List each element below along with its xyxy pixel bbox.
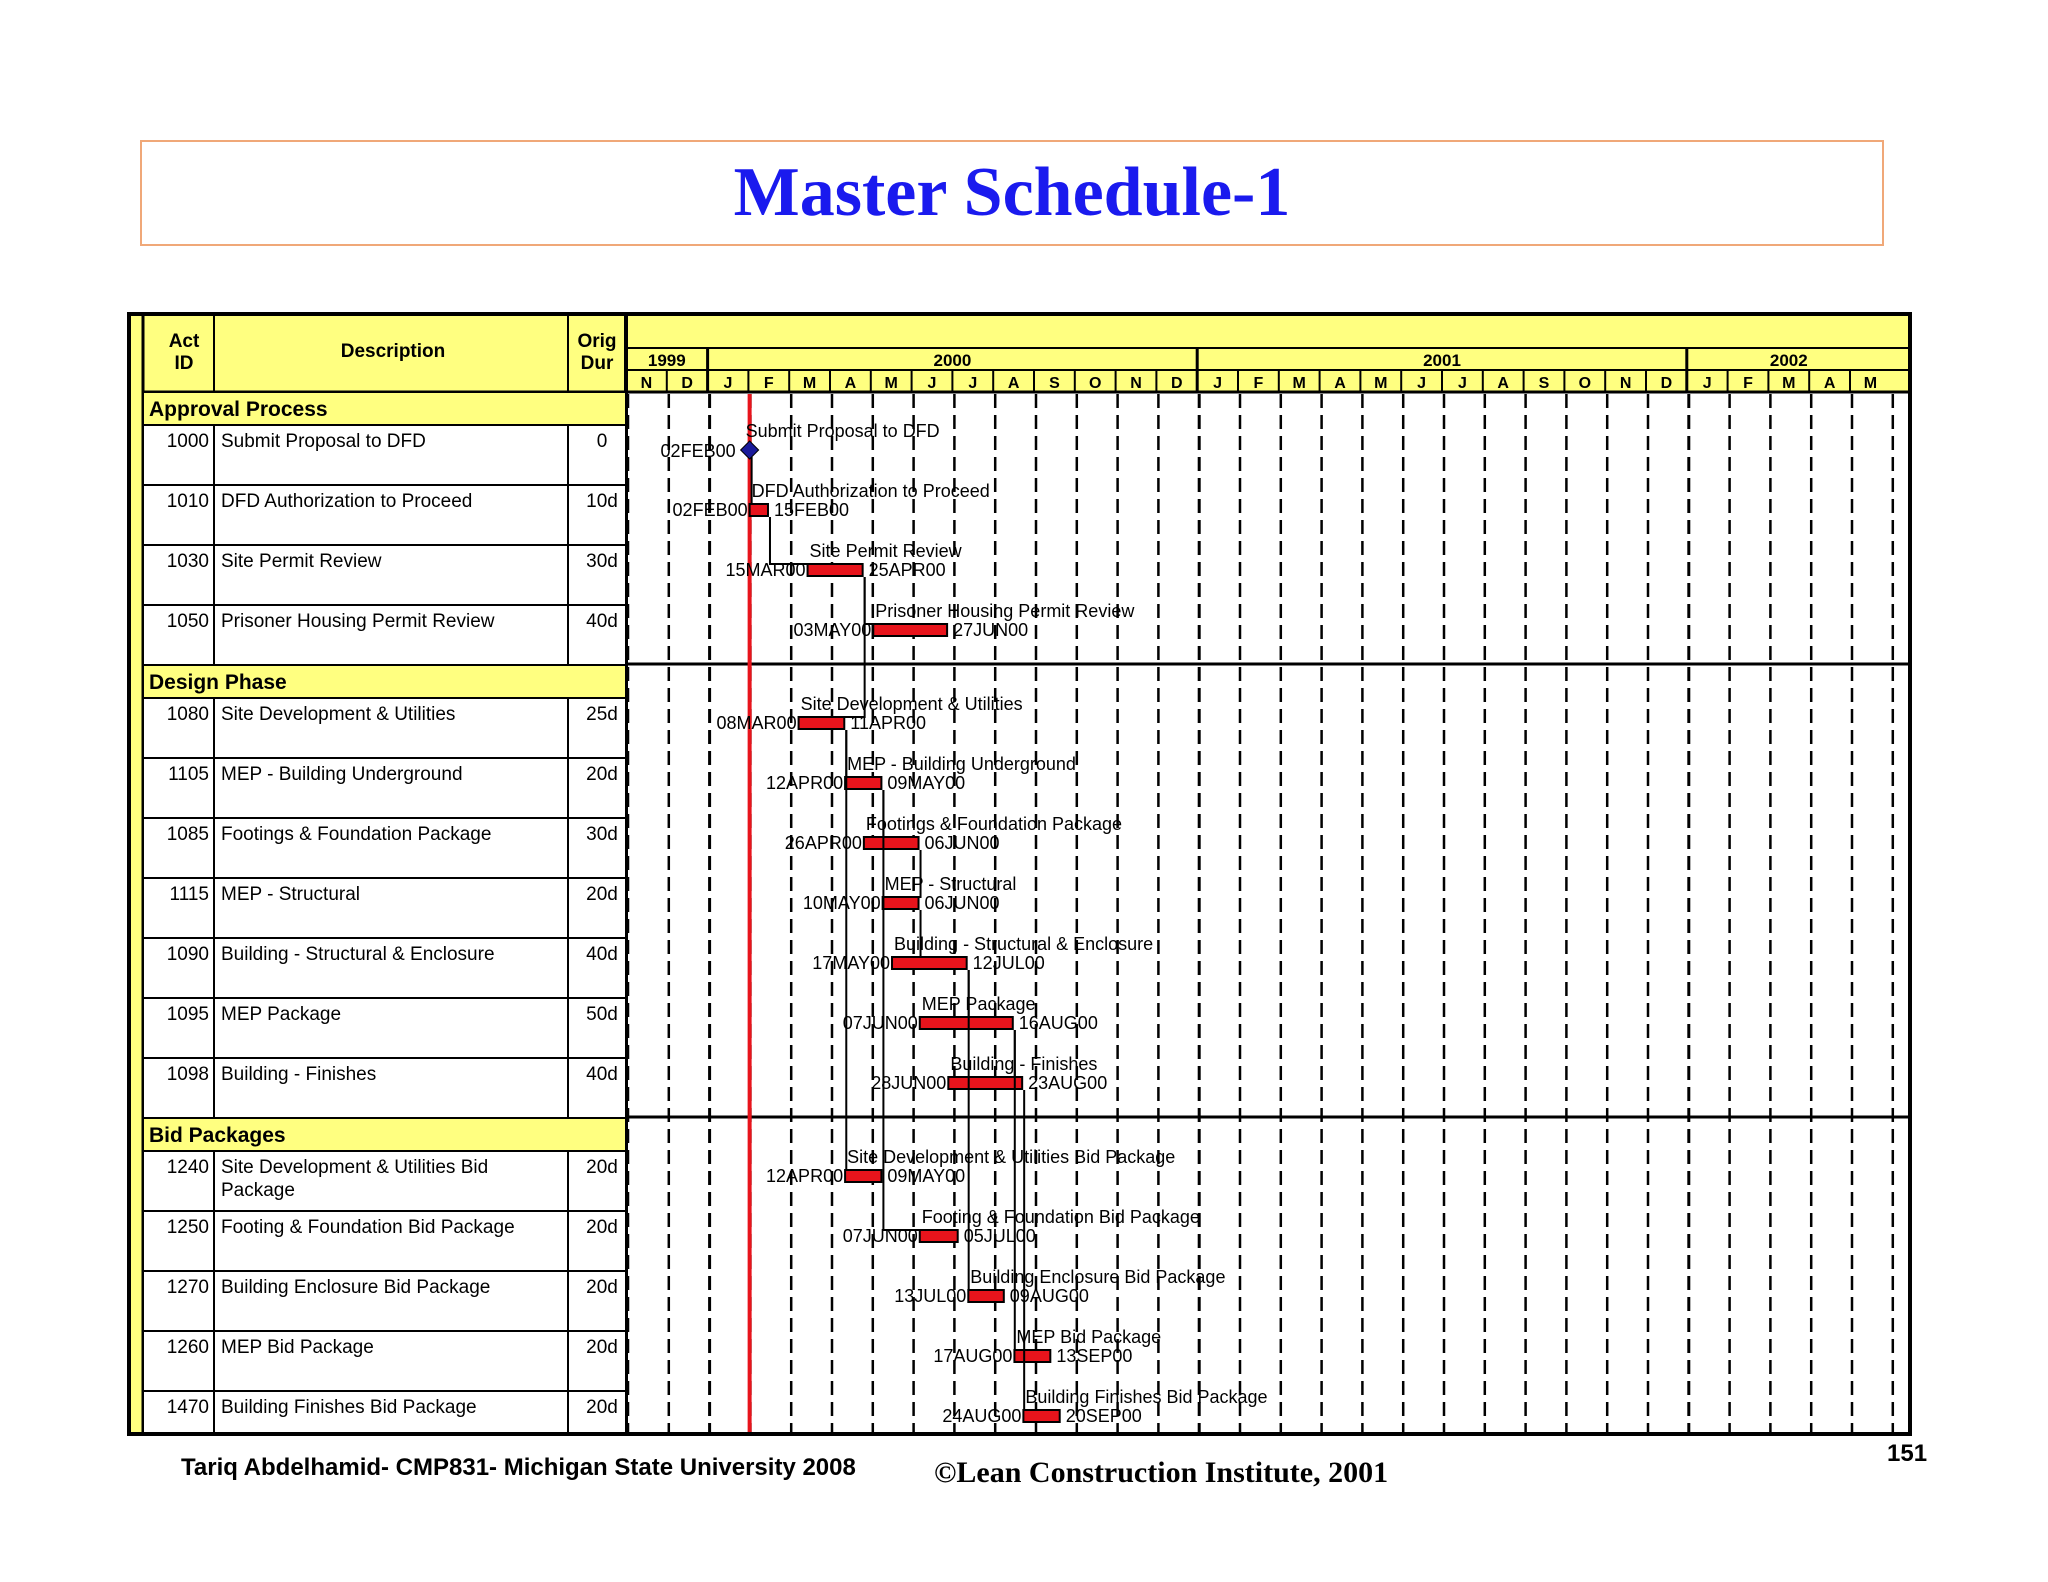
activity-description: Site Permit Review xyxy=(221,551,382,572)
bar-start-date: 28JUN00 xyxy=(871,1073,947,1093)
bar-finish-date: 20SEP00 xyxy=(1065,1406,1142,1426)
month-label: D xyxy=(1660,375,1673,392)
bar-finish-date: 09MAY00 xyxy=(887,773,966,793)
month-label: J xyxy=(1417,375,1427,392)
activity-id: 1240 xyxy=(166,1157,209,1178)
activity-bar xyxy=(873,624,947,636)
activity-bar xyxy=(1014,1350,1050,1362)
activity-duration: 20d xyxy=(586,1337,618,1358)
month-label: F xyxy=(1253,375,1264,392)
activity-description: Building - Structural & Enclosure xyxy=(221,944,495,965)
header-description: Description xyxy=(340,341,446,362)
activity-bar xyxy=(920,1017,1013,1029)
activity-duration: 50d xyxy=(586,1004,618,1025)
activity-row xyxy=(143,1331,626,1391)
bar-activity-label: Footing & Foundation Bid Package xyxy=(921,1207,1200,1227)
activity-duration: 20d xyxy=(586,1397,618,1418)
bar-start-date: 10MAY00 xyxy=(802,893,881,913)
month-label: N xyxy=(1130,375,1142,392)
bar-start-date: 02FEB00 xyxy=(672,500,748,520)
bar-start-date: 15MAR00 xyxy=(725,560,806,580)
activity-description: Package xyxy=(221,1180,295,1201)
activity-id: 1030 xyxy=(166,551,209,572)
activity-bar xyxy=(845,777,881,789)
bar-finish-date: 23AUG00 xyxy=(1028,1073,1108,1093)
activity-description: Prisoner Housing Permit Review xyxy=(221,611,495,632)
activity-id: 1080 xyxy=(166,704,209,725)
activity-duration: 30d xyxy=(586,551,618,572)
activity-id: 1095 xyxy=(166,1004,209,1025)
bar-finish-date: 06JUN00 xyxy=(924,893,1000,913)
bar-activity-label: MEP Package xyxy=(921,994,1036,1014)
bar-finish-date: 06JUN00 xyxy=(924,833,1000,853)
bar-activity-label: Footings & Foundation Package xyxy=(865,814,1123,834)
activity-duration: 40d xyxy=(586,944,618,965)
activity-description: MEP - Building Underground xyxy=(221,764,463,785)
month-label: J xyxy=(1213,375,1223,392)
bar-finish-date: 13SEP00 xyxy=(1056,1346,1133,1366)
month-label: D xyxy=(681,375,693,392)
month-label: F xyxy=(763,375,774,392)
activity-bar xyxy=(808,564,863,576)
bar-start-date: 13JUL00 xyxy=(894,1286,967,1306)
month-label: S xyxy=(1538,375,1550,392)
activity-bar xyxy=(948,1077,1022,1089)
activity-bar xyxy=(1023,1410,1059,1422)
month-label: J xyxy=(1457,375,1467,392)
activity-bar xyxy=(864,837,919,849)
header-act-id: Act xyxy=(168,331,200,352)
bar-finish-date: 15FEB00 xyxy=(773,500,850,520)
header-orig-dur: Dur xyxy=(580,353,614,374)
bar-activity-label: Building - Structural & Enclosure xyxy=(894,934,1154,954)
activity-id: 1085 xyxy=(166,824,209,845)
bar-finish-date: 12JUL00 xyxy=(972,953,1045,973)
activity-id: 1010 xyxy=(166,491,209,512)
bar-finish-date: 11APR00 xyxy=(850,713,926,733)
section-title: Bid Packages xyxy=(149,1124,286,1147)
month-label: N xyxy=(640,375,653,392)
activity-description: Submit Proposal to DFD xyxy=(221,431,426,452)
activity-bar xyxy=(883,897,919,909)
header-orig-dur: Orig xyxy=(577,331,617,352)
bar-start-date: 07JUN00 xyxy=(842,1013,918,1033)
month-label: A xyxy=(1334,375,1346,392)
activity-duration: 20d xyxy=(586,884,618,905)
footer-author: Tariq Abdelhamid- CMP831- Michigan State University 2008 xyxy=(181,1454,856,1481)
bar-start-date: 17MAY00 xyxy=(812,953,891,973)
activity-duration: 20d xyxy=(586,1277,618,1298)
month-label: M xyxy=(884,375,898,392)
activity-id: 1470 xyxy=(166,1397,209,1418)
month-label: M xyxy=(1374,375,1388,392)
activity-bar xyxy=(968,1290,1003,1302)
left-header-strip xyxy=(129,314,143,1434)
activity-duration: 30d xyxy=(586,824,618,845)
month-label: A xyxy=(1007,375,1020,392)
activity-bar xyxy=(799,717,845,729)
month-label: O xyxy=(1088,375,1102,392)
activity-id: 1260 xyxy=(166,1337,209,1358)
bar-activity-label: Submit Proposal to DFD xyxy=(745,421,940,441)
bar-start-date: 08MAR00 xyxy=(716,713,797,733)
activity-table xyxy=(143,314,626,1436)
month-label: S xyxy=(1049,375,1060,392)
year-label: 2001 xyxy=(1423,351,1461,370)
bar-finish-date: 27JUN00 xyxy=(953,620,1029,640)
title-box xyxy=(140,140,1884,246)
logic-link xyxy=(1023,1090,1024,1410)
activity-duration: 20d xyxy=(586,764,618,785)
page-number: 151 xyxy=(1887,1440,1928,1467)
bar-start-date: 12APR00 xyxy=(766,1166,844,1186)
month-label: N xyxy=(1619,375,1632,392)
activity-id: 1090 xyxy=(166,944,209,965)
month-label: A xyxy=(1823,375,1836,392)
activity-description: Footing & Foundation Bid Package xyxy=(221,1217,515,1238)
footer-copyright: ©Lean Construction Institute, 2001 xyxy=(934,1456,1389,1489)
activity-duration: 0 xyxy=(596,431,608,452)
bar-activity-label: Building Finishes Bid Package xyxy=(1025,1387,1268,1407)
bar-activity-label: MEP Bid Package xyxy=(1016,1327,1162,1347)
bar-activity-label: Site Development & Utilities Bid Package xyxy=(847,1147,1176,1167)
bar-activity-label: Building - Finishes xyxy=(950,1054,1098,1074)
activity-row xyxy=(143,878,626,938)
activity-description: MEP Package xyxy=(221,1004,342,1025)
month-label: M xyxy=(1292,375,1306,392)
activity-bar xyxy=(920,1230,958,1242)
activity-bar xyxy=(845,1170,881,1182)
month-label: M xyxy=(1782,375,1796,392)
activity-description: Building Enclosure Bid Package xyxy=(221,1277,491,1298)
month-label: M xyxy=(802,375,817,392)
activity-id: 1050 xyxy=(166,611,209,632)
activity-bar xyxy=(750,504,768,516)
activity-row xyxy=(143,998,626,1058)
activity-id: 1270 xyxy=(166,1277,209,1298)
year-label: 2002 xyxy=(1769,351,1808,370)
bar-activity-label: MEP - Structural xyxy=(884,874,1017,894)
activity-id: 1250 xyxy=(166,1217,209,1238)
activity-duration: 10d xyxy=(586,491,618,512)
header-act-id: ID xyxy=(174,353,194,374)
bar-start-date: 26APR00 xyxy=(784,833,862,853)
activity-duration: 20d xyxy=(586,1157,618,1178)
month-label: A xyxy=(844,375,857,392)
year-label: 2000 xyxy=(933,351,972,370)
bar-start-date: 24AUG00 xyxy=(942,1406,1022,1426)
bar-finish-date: 05JUL00 xyxy=(963,1226,1036,1246)
activity-description: Building - Finishes xyxy=(221,1064,377,1085)
bar-activity-label: DFD Authorization to Proceed xyxy=(751,481,990,501)
bar-activity-label: Prisoner Housing Permit Review xyxy=(875,601,1135,621)
bar-start-date: 07JUN00 xyxy=(842,1226,918,1246)
bar-finish-date: 09MAY00 xyxy=(887,1166,966,1186)
bar-start-date: 02FEB00 xyxy=(660,441,736,461)
bar-activity-label: Site Development & Utilities xyxy=(800,694,1023,714)
activity-duration: 40d xyxy=(586,1064,618,1085)
month-label: M xyxy=(1863,375,1878,392)
month-label: A xyxy=(1497,375,1509,392)
activity-description: MEP Bid Package xyxy=(221,1337,374,1358)
activity-duration: 25d xyxy=(586,704,618,725)
activity-id: 1105 xyxy=(168,764,209,785)
activity-bar xyxy=(892,957,967,969)
bar-activity-label: Site Permit Review xyxy=(809,541,962,561)
section-title: Design Phase xyxy=(149,671,287,694)
gantt-chart xyxy=(127,312,1912,1436)
month-label: O xyxy=(1578,375,1592,392)
month-label: J xyxy=(1702,375,1712,392)
activity-description: Footings & Foundation Package xyxy=(221,824,492,845)
activity-description: MEP - Structural xyxy=(221,884,361,905)
month-label: J xyxy=(968,375,978,392)
bar-start-date: 03MAY00 xyxy=(793,620,872,640)
activity-description: Building Finishes Bid Package xyxy=(221,1397,477,1418)
activity-row xyxy=(143,545,626,605)
month-label: J xyxy=(723,375,733,392)
bar-start-date: 17AUG00 xyxy=(933,1346,1013,1366)
month-label: D xyxy=(1171,375,1183,392)
activity-id: 1098 xyxy=(166,1064,209,1085)
bar-start-date: 12APR00 xyxy=(766,773,844,793)
activity-row xyxy=(143,1058,626,1118)
activity-description: DFD Authorization to Proceed xyxy=(221,491,473,512)
page-title: Master Schedule-1 xyxy=(733,154,1291,231)
year-label: 1999 xyxy=(647,351,686,370)
section-title: Approval Process xyxy=(149,398,328,421)
logic-link xyxy=(845,730,846,1170)
activity-id: 1000 xyxy=(166,431,209,452)
activity-description: Site Development & Utilities xyxy=(221,704,456,725)
month-label: F xyxy=(1743,375,1753,392)
bar-activity-label: MEP - Building Underground xyxy=(847,754,1076,774)
bar-activity-label: Building Enclosure Bid Package xyxy=(970,1267,1226,1287)
activity-id: 1115 xyxy=(169,884,209,905)
bar-finish-date: 16AUG00 xyxy=(1018,1013,1098,1033)
activity-duration: 20d xyxy=(586,1217,618,1238)
logic-link xyxy=(770,517,808,564)
activity-duration: 40d xyxy=(586,611,618,632)
bar-finish-date: 25APR00 xyxy=(868,560,946,580)
bar-finish-date: 09AUG00 xyxy=(1009,1286,1089,1306)
activity-description: Site Development & Utilities Bid xyxy=(221,1157,489,1178)
month-label: J xyxy=(927,375,937,392)
milestone-diamond xyxy=(741,441,759,459)
